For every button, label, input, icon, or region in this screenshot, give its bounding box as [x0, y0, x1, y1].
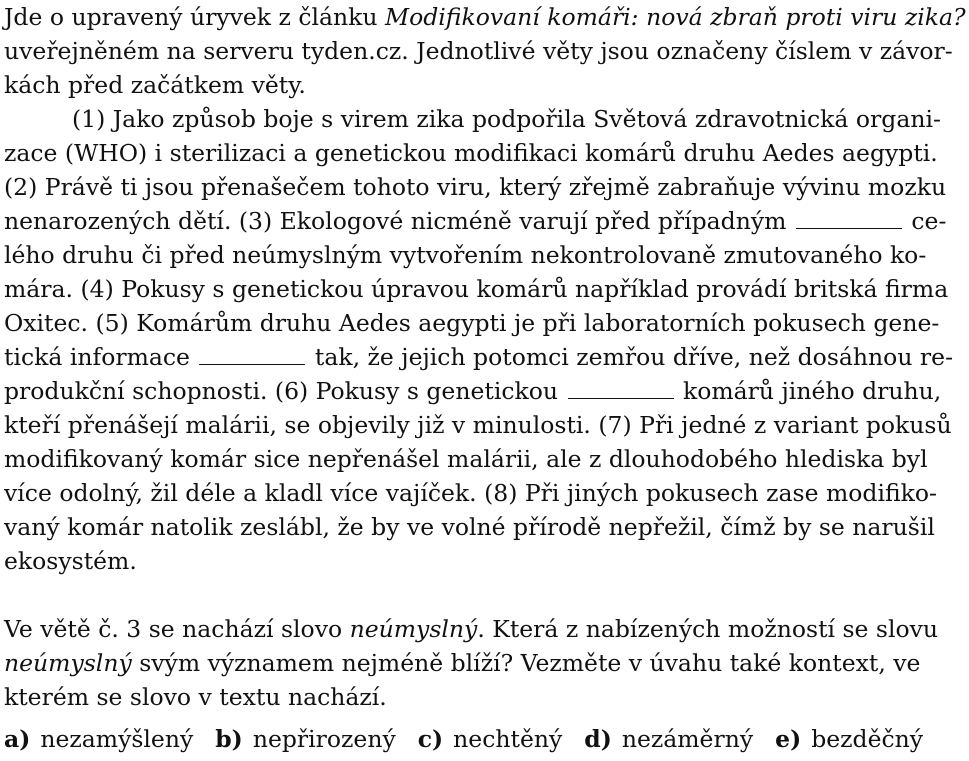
option-d[interactable]: d) nezáměrný — [584, 725, 754, 753]
option-b[interactable]: b) nepřirozený — [215, 725, 396, 753]
passage-line-10: kteří přenášejí malárii, se objevily již v minulosti. (7) Při jedné z variant pokusů — [4, 411, 952, 439]
document-page — [4, 0, 966, 756]
question-line-2: neúmyslný svým významem nejméně blíží? Vezměte v úvahu také kontext, ve — [4, 649, 921, 677]
blank-gap-1 — [796, 208, 902, 229]
article-title: Modifikovaní komáři: nová zbraň proti viru zika? — [385, 3, 966, 31]
intro-line-2: uveřejněném na serveru tyden.cz. Jednotlivé věty jsou označeny číslem v závor- — [4, 37, 953, 65]
section-spacer — [4, 578, 963, 612]
passage-line-3: (2) Právě ti jsou přenašečem tohoto viru, který zřejmě zabraňuje vývinu mozku — [4, 173, 947, 201]
passage-line-14: ekosystém. — [4, 547, 137, 575]
passage-line-6: mára. (4) Pokusy s genetickou úpravou komárů například provádí britská firma — [4, 275, 949, 303]
intro-line-3: kách před začátkem věty. — [4, 71, 306, 99]
question-line-3: kterém se slovo v textu nachází. — [4, 683, 387, 711]
passage-line-5: lého druhu či před neúmyslným vytvořením nekontrolovaně zmutovaného ko- — [4, 241, 927, 269]
highlighted-word: neúmyslný — [4, 649, 132, 677]
option-a[interactable]: a) nezamýšlený — [4, 725, 194, 753]
passage-line-1: (1) Jako způsob boje s virem zika podpořila Světová zdravotnická organi- — [72, 105, 941, 133]
passage-line-11: modifikovaný komár sice nepřenášel malárii, ale z dlouhodobého hlediska byl — [4, 445, 928, 473]
blank-gap-3 — [568, 378, 674, 399]
answer-options — [4, 722, 963, 756]
intro-text: Jde o upravený úryvek z článku — [4, 3, 386, 31]
blank-gap-2 — [199, 344, 305, 365]
passage-line-8: tická informace tak, že jejich potomci zemřou dříve, než dosáhnou re- — [4, 343, 954, 371]
intro-line-1 — [4, 0, 966, 34]
passage-line-4: nenarozených dětí. (3) Ekologové nicméně varují před případným ce- — [4, 207, 947, 235]
option-c[interactable]: c) nechtěný — [417, 725, 563, 753]
passage-line-12: více odolný, žil déle a kladl více vajíček. (8) Při jiných pokusech zase modifiko- — [4, 479, 937, 507]
question-line-1: Ve větě č. 3 se nachází slovo neúmyslný. Která z nabízených možností se slovu — [4, 615, 939, 643]
option-e[interactable]: e) bezděčný — [775, 725, 924, 753]
passage-line-2: zace (WHO) i sterilizaci a genetickou modifikaci komárů druhu Aedes aegypti. — [4, 139, 938, 167]
passage-line-7: Oxitec. (5) Komárům druhu Aedes aegypti je při laboratorních pokusech gene- — [4, 309, 940, 337]
passage-line-13: vaný komár natolik zeslábl, že by ve volné přírodě nepřežil, čímž by se narušil — [4, 513, 935, 541]
passage-line-9: produkční schopnosti. (6) Pokusy s genetickou komárů jiného druhu, — [4, 377, 942, 405]
highlighted-word: neúmyslný — [349, 615, 478, 643]
